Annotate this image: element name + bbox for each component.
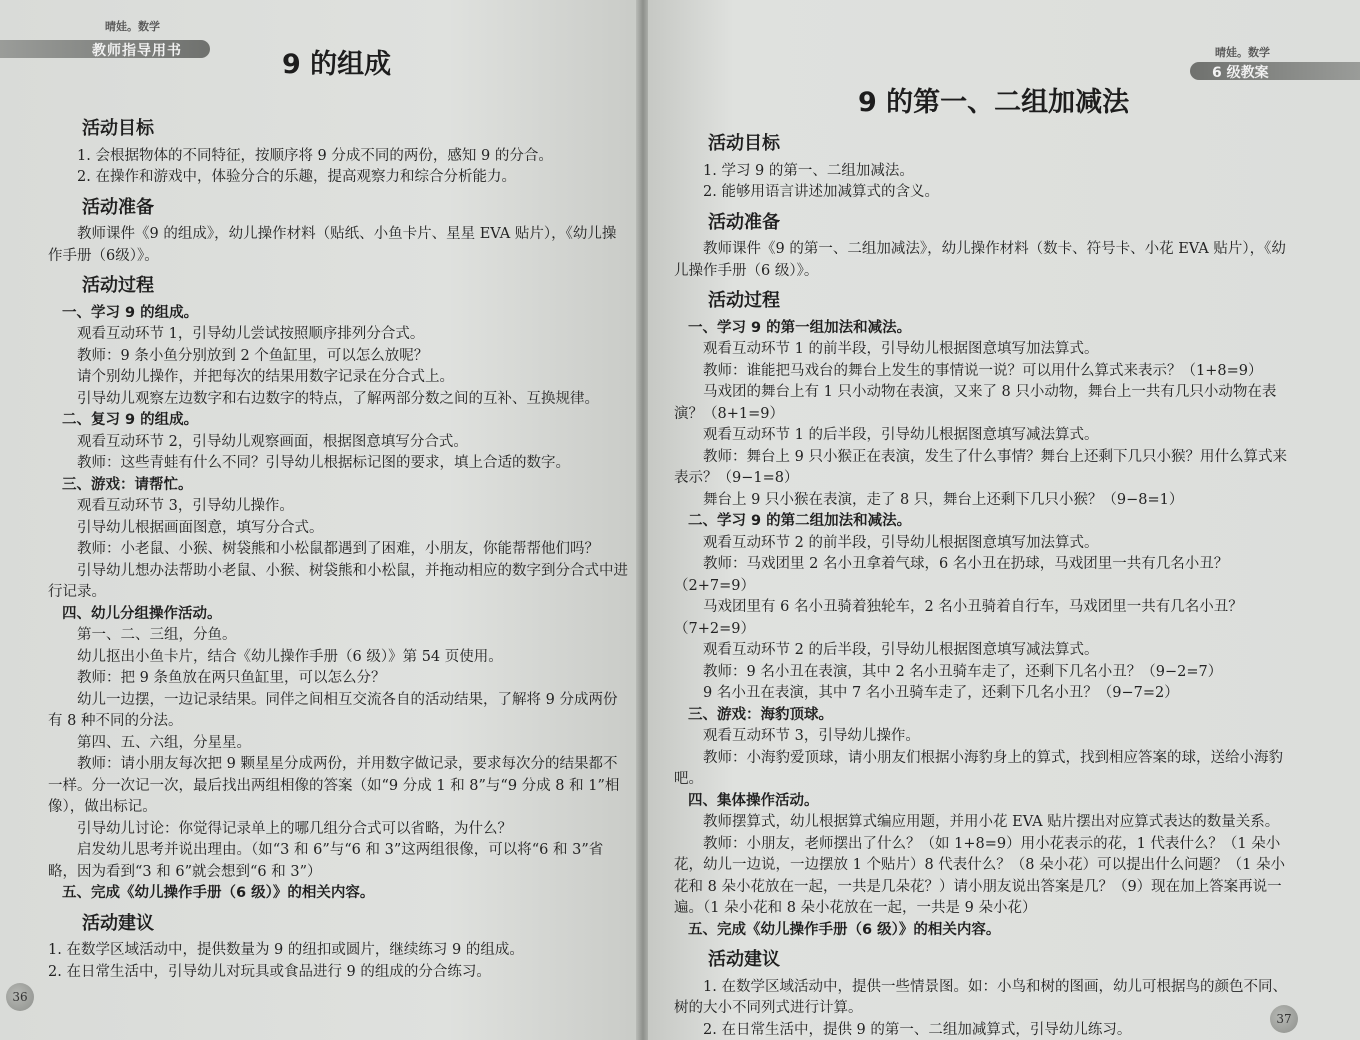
right-goal-1: 1. 学习 9 的第一、二组加减法。 — [703, 162, 914, 179]
right-s3-line: 观看互动环节 3，引导幼儿操作。 — [703, 728, 920, 744]
left-s3-line: 教师：小老鼠、小猴、树袋熊和小松鼠都遇到了困难，小朋友，你能帮帮他们吗？ — [77, 541, 599, 557]
right-advice-heading: 活动建议 — [708, 949, 780, 970]
left-s1-line: 观看互动环节 1，引导幼儿尝试按照顺序排列分合式。 — [77, 326, 425, 342]
left-s4-line: 第四、五、六组，分星星。 — [77, 734, 251, 751]
right-s4-line: 教师摆算式，幼儿根据算式编应用题，并用小花 EVA 贴片摆出对应算式表达的数量关系。 — [703, 814, 1280, 830]
left-s2-line: 观看互动环节 2，引导幼儿观察画面，根据图意填写分合式。 — [77, 433, 468, 450]
right-s3-title: 三、游戏：海豹顶球。 — [688, 706, 833, 723]
right-s1-line: 观看互动环节 1 的后半段，引导幼儿根据图意填写减法算式。 — [703, 427, 1099, 443]
left-s4-line: 教师：请小朋友每次把 9 颗星星分成两份，并用数字做记录，要求每次分的结果都不一样。分一次记一次，最后找出两组相像的答案（如“9 分成 1 和 8”与“9 分成 8 和 1”相像），做出标记。 — [48, 756, 620, 815]
left-goal-heading: 活动目标 — [82, 118, 154, 139]
right-s2-line: 教师：9 名小丑在表演，其中 2 名小丑骑车走了，还剩下几名小丑？（9−2=7） — [703, 663, 1223, 680]
right-process-heading: 活动过程 — [708, 290, 780, 311]
left-s4-line: 幼儿一边摆，一边记录结果。同伴之间相互交流各自的活动结果，了解将 9 分成两份有 8 种不同的分法。 — [48, 691, 618, 729]
right-s5-title: 五、完成《幼儿操作手册（6 级）》的相关内容。 — [688, 921, 1001, 938]
left-s5-title: 五、完成《幼儿操作手册（6 级）》的相关内容。 — [62, 885, 375, 901]
left-s4-line: 教师：把 9 条鱼放在两只鱼缸里，可以怎么分？ — [77, 670, 386, 686]
right-advice-2: 2. 在日常生活中，提供 9 的第一、二组加减算式，引导幼儿练习。 — [703, 1021, 1132, 1038]
right-s1-title: 一、学习 9 的第一组加法和减法。 — [688, 319, 912, 336]
right-s2-line: 观看互动环节 2 的前半段，引导幼儿根据图意填写加法算式。 — [703, 534, 1099, 551]
left-advice-2: 2. 在日常生活中，引导幼儿对玩具或食品进行 9 的组成的分合练习。 — [48, 963, 491, 980]
right-prep-text: 教师课件《9 的第一、二组加减法》，幼儿操作材料（数卡、符号卡、小花 EVA 贴片），《幼儿操作手册（6 级）》。 — [674, 241, 1286, 279]
left-s3-line: 观看互动环节 3，引导幼儿操作。 — [77, 498, 294, 514]
left-content — [48, 118, 628, 983]
left-advice-heading: 活动建议 — [82, 912, 154, 934]
left-s1-line: 引导幼儿观察左边数字和右边数字的特点，了解两部分数之间的互补、互换规律。 — [77, 390, 599, 407]
left-header-logo: 晴娃。数学 — [105, 20, 160, 33]
right-goal-heading: 活动目标 — [708, 133, 780, 154]
right-s1-line: 教师：谁能把马戏台的舞台上发生的事情说一说？可以用什么算式来表示？（1+8=9） — [703, 362, 1263, 379]
right-s1-line: 马戏团的舞台上有 1 只小动物在表演，又来了 8 只小动物，舞台上一共有几只小动物在表演？（8+1=9） — [674, 384, 1277, 422]
right-page-number: 37 — [1270, 1005, 1298, 1033]
left-s4-line: 第一、二、三组，分鱼。 — [77, 627, 237, 643]
right-s2-line: 马戏团里有 6 名小丑骑着独轮车，2 名小丑骑着自行车，马戏团里一共有几名小丑？（7+2=9） — [674, 599, 1243, 637]
right-content — [674, 133, 1294, 1040]
left-s1-line: 教师：9 条小鱼分别放到 2 个鱼缸里，可以怎么放呢？ — [77, 347, 429, 364]
left-s3-line: 引导幼儿想办法帮助小老鼠、小猴、树袋熊和小松鼠，并拖动相应的数字到分合式中进行记录。 — [48, 562, 628, 600]
left-s4-line: 启发幼儿思考并说出理由。（如“3 和 6”与“6 和 3”这两组很像，可以将“6 和 3”省略，因为看到“3 和 6”就会想到“6 和 3”） — [48, 842, 604, 880]
right-page-title: 9 的第一、二组加减法 — [858, 87, 1130, 118]
left-s2-title: 二、复习 9 的组成。 — [62, 412, 199, 428]
right-prep-heading: 活动准备 — [708, 211, 780, 233]
left-s2-line: 教师：这些青蛙有什么不同？引导幼儿根据标记图的要求，填上合适的数字。 — [77, 455, 570, 471]
right-s4-line: 教师：小朋友，老师摆出了什么？（如 1+8=9）用小花表示的花，1 代表什么？（1 朵小花，幼儿一边说，一边摆放 1 个贴片）8 代表什么？（8 朵小花）可以提出什么问题？（1 朵小花和 8 朵小花放在一起，一共是几朵花？）请小朋友说出答案是几？（9）现在加上答案再说一遍。（1 朵小花和 8 朵小花放在一起，一共是 9 朵小花） — [674, 835, 1285, 916]
right-s1-line: 舞台上 9 只小猴在表演，走了 8 只，舞台上还剩下几只小猴？（9−8=1） — [703, 491, 1184, 508]
right-s1-line: 教师：舞台上 9 只小猴正在表演，发生了什么事情？舞台上还剩下几只小猴？用什么算式来表示？（9−1=8） — [674, 448, 1287, 486]
left-prep-text: 教师课件《9 的组成》，幼儿操作材料（贴纸、小鱼卡片、星星 EVA 贴片），《幼儿操作手册（6级）》。 — [48, 226, 617, 264]
left-process-heading: 活动过程 — [82, 275, 154, 296]
left-goal-1: 1. 会根据物体的不同特征，按顺序将 9 分成不同的两份，感知 9 的分合。 — [77, 147, 553, 164]
left-s4-line: 幼儿抠出小鱼卡片，结合《幼儿操作手册（6 级）》第 54 页使用。 — [77, 648, 503, 665]
left-s4-line: 引导幼儿讨论：你觉得记录单上的哪几组分合式可以省略，为什么？ — [77, 820, 512, 837]
right-header — [1190, 44, 1360, 84]
left-goal-2: 2. 在操作和游戏中，体验分合的乐趣，提高观察力和综合分析能力。 — [77, 169, 516, 185]
left-s3-title: 三、游戏：请帮忙。 — [62, 476, 193, 493]
left-page-title: 9 的组成 — [282, 49, 392, 80]
right-s2-line: 教师：马戏团里 2 名小丑拿着气球，6 名小丑在扔球，马戏团里一共有几名小丑？（2+7=9） — [674, 556, 1229, 594]
right-goal-2: 2. 能够用语言讲述加减算式的含义。 — [703, 184, 939, 200]
right-s4-title: 四、集体操作活动。 — [688, 792, 819, 809]
right-advice-1: 1. 在数学区域活动中，提供一些情景图。如：小鸟和树的图画，幼儿可根据鸟的颜色不同、树的大小不同列式进行计算。 — [674, 978, 1287, 1016]
left-page-number: 36 — [6, 983, 34, 1011]
right-header-logo: 晴娃。数学 — [1215, 46, 1270, 59]
left-s3-line: 引导幼儿根据画面图意，填写分合式。 — [77, 519, 324, 536]
right-s2-title: 二、学习 9 的第二组加法和减法。 — [688, 513, 912, 529]
left-s4-title: 四、幼儿分组操作活动。 — [62, 605, 222, 622]
left-header-title: 教师指导用书 — [92, 43, 182, 59]
right-s2-line: 9 名小丑在表演，其中 7 名小丑骑车走了，还剩下几名小丑？（9−7=2） — [703, 685, 1179, 701]
left-advice-1: 1. 在数学区域活动中，提供数量为 9 的纽扣或圆片，继续练习 9 的组成。 — [48, 942, 524, 958]
left-prep-heading: 活动准备 — [82, 196, 154, 218]
left-header — [0, 18, 210, 58]
right-s2-line: 观看互动环节 2 的后半段，引导幼儿根据图意填写减法算式。 — [703, 642, 1099, 658]
left-page — [0, 0, 640, 1040]
left-s1-title: 一、学习 9 的组成。 — [62, 304, 199, 321]
left-s1-line: 请个别幼儿操作，并把每次的结果用数字记录在分合式上。 — [77, 369, 454, 385]
right-s3-line: 教师：小海豹爱顶球，请小朋友们根据小海豹身上的算式，找到相应答案的球，送给小海豹吧。 — [674, 749, 1283, 787]
right-header-title: 6 级教案 — [1212, 65, 1269, 81]
right-page — [648, 0, 1360, 1040]
right-s1-line: 观看互动环节 1 的前半段，引导幼儿根据图意填写加法算式。 — [703, 341, 1099, 357]
